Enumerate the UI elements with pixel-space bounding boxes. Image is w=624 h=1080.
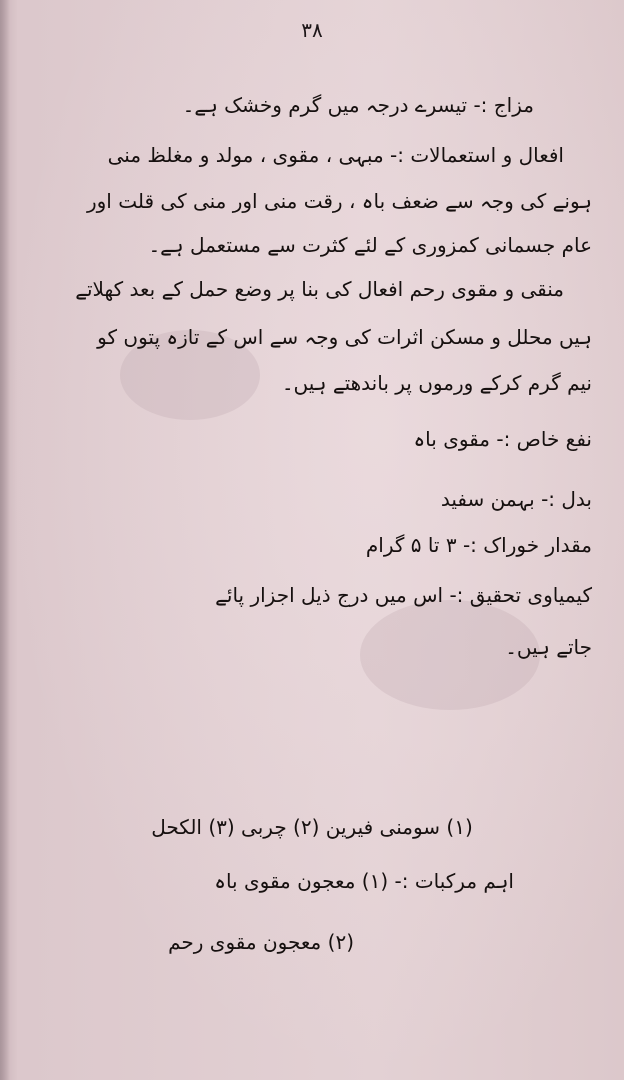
- text-line-temperament: مزاج :- تیسرے درجہ میں گرم وخشک ہے۔: [182, 93, 534, 117]
- preparation-item: (۲) معجون مقوی رحم: [168, 930, 354, 954]
- text-line: عام جسمانی کمزوری کے لئے کثرت سے مستعمل ہے۔: [148, 233, 592, 257]
- text-line: جاتے ہیں۔: [505, 635, 592, 659]
- text-line-chemical-research: کیمیاوی تحقیق :- اس میں درج ذیل اجزار پائے: [215, 583, 592, 607]
- page-number: ۳۸: [301, 18, 323, 42]
- text-line: ہونے کی وجہ سے ضعف باہ ، رقت منی اور منی کی قلت اور: [86, 189, 592, 213]
- text-line: منقی و مقوی رحم افعال کی بنا پر وضع حمل کے بعد کھلاتے: [75, 277, 564, 301]
- text-line-special-benefit: نفع خاص :- مقوی باہ: [413, 427, 592, 451]
- text-line: نیم گرم کرکے ورموں پر باندھتے ہیں۔: [281, 371, 592, 395]
- important-preparations: اہم مرکبات :- (۱) معجون مقوی باہ: [214, 869, 514, 893]
- chemical-components: (۱) سومنی فیرین (۲) چربی (۳) الکحل: [151, 815, 473, 839]
- text-line-dosage: مقدار خوراک :- ۳ تا ۵ گرام: [365, 533, 592, 557]
- body-text: [14, 92, 604, 676]
- text-line-substitute: بدل :- بہمن سفید: [440, 487, 592, 511]
- text-line-actions-uses: افعال و استعمالات :- مبہی ، مقوی ، مولد و مغلظ منی: [107, 143, 564, 167]
- text-line: ہیں محلل و مسکن اثرات کی وجہ سے اس کے تازہ پتوں کو: [97, 325, 592, 349]
